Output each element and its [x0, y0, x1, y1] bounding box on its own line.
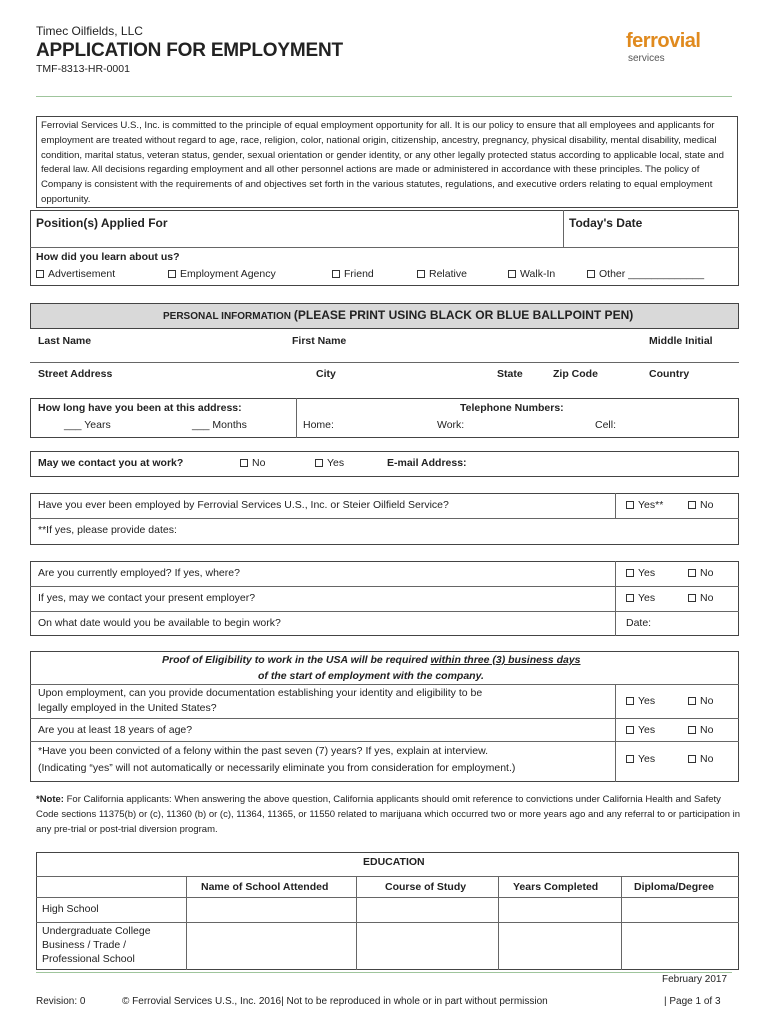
- divider: [30, 362, 739, 363]
- checkbox-icon: [332, 270, 340, 278]
- divider: [356, 876, 357, 970]
- divider: [30, 586, 739, 587]
- felony-question-line2: (Indicating “yes” will not automatically or necessarily eliminate you from consideration for employment.): [38, 762, 516, 774]
- divider: [621, 876, 622, 970]
- ferrovial-logo: ferrovial: [626, 30, 701, 52]
- identity-question-line1: Upon employment, can you provide documentation establishing your identity and eligibility to be: [38, 687, 483, 699]
- age-no-checkbox[interactable]: [688, 724, 713, 736]
- how-long-label: How long have you been at this address:: [38, 402, 242, 414]
- checkbox-icon: [240, 459, 248, 467]
- contact-work-label: May we contact you at work?: [38, 457, 184, 469]
- source-relative-checkbox[interactable]: [417, 268, 467, 280]
- positions-applied-label: Position(s) Applied For: [36, 216, 168, 230]
- city-label: City: [316, 368, 336, 380]
- source-friend-checkbox[interactable]: [332, 268, 374, 280]
- state-label: State: [497, 368, 523, 380]
- source-label: Walk-In: [520, 268, 556, 280]
- currently-employed-question: Are you currently employed? If yes, where?: [38, 567, 240, 579]
- option-label: Yes: [638, 592, 656, 604]
- checkbox-icon: [626, 501, 634, 509]
- checkbox-icon: [508, 270, 516, 278]
- felony-yes-checkbox[interactable]: [626, 753, 655, 765]
- prior-no-checkbox[interactable]: [688, 499, 713, 511]
- column-header: Name of School Attended: [201, 881, 329, 893]
- divider: [186, 876, 187, 970]
- current-no-checkbox[interactable]: [688, 567, 713, 579]
- divider: [36, 897, 739, 898]
- source-label: Relative: [429, 268, 467, 280]
- checkbox-icon: [688, 501, 696, 509]
- option-label: Yes**: [638, 499, 664, 511]
- eeo-policy-statement: Ferrovial Services U.S., Inc. is committed to the principle of equal employment opportunity for all. It is our policy to ensure that all employees and applicants for employment are treated without regard to age, race, religion, color, national origin, citizenship, ancestry, pregnancy, physical disability, mental disability, medical condition, marital status, veteran status, gender, sexual orientation or gender identity, or any other legally protected status according to applicable local, state and federal law. All decisions regarding employment and all other personnel actions are made or administered in accordance with these principles. The policy of Company is consistent with the requirements of and objectives set forth in the various statutes, regulations, and executive orders relating to equal employment opportunity.: [36, 116, 738, 208]
- contact-work-no-checkbox[interactable]: [240, 457, 265, 469]
- checkbox-icon: [688, 755, 696, 763]
- copyright-notice: © Ferrovial Services U.S., Inc. 2016| Not to be reproduced in whole or in part without permission: [122, 996, 548, 1007]
- divider: [615, 561, 616, 636]
- source-label: Advertisement: [48, 268, 116, 280]
- divider: [30, 684, 739, 685]
- country-label: Country: [649, 368, 690, 380]
- divider: [30, 718, 739, 719]
- identity-yes-checkbox[interactable]: [626, 695, 655, 707]
- option-label: Yes: [327, 457, 345, 469]
- checkbox-icon: [626, 697, 634, 705]
- source-advertisement-checkbox[interactable]: [36, 268, 115, 280]
- option-label: Yes: [638, 724, 656, 736]
- checkbox-icon: [587, 270, 595, 278]
- divider: [30, 611, 739, 612]
- felony-no-checkbox[interactable]: [688, 753, 713, 765]
- option-label: No: [700, 695, 714, 707]
- checkbox-icon: [626, 569, 634, 577]
- felony-question-line1: *Have you been convicted of a felony within the past seven (7) years? If yes, explain at interview.: [38, 745, 488, 757]
- checkbox-icon: [688, 697, 696, 705]
- middle-initial-label: Middle Initial: [649, 335, 713, 347]
- heading-small: PERSONAL INFORMATION: [163, 311, 291, 322]
- row-label: Undergraduate College: [42, 925, 151, 937]
- column-header: Years Completed: [513, 881, 599, 893]
- email-label: E-mail Address:: [387, 457, 467, 469]
- divider: [563, 210, 564, 248]
- divider: [30, 247, 739, 248]
- source-agency-checkbox[interactable]: [168, 268, 276, 280]
- checkbox-icon: [315, 459, 323, 467]
- checkbox-icon: [36, 270, 44, 278]
- footer-date: February 2017: [662, 974, 728, 985]
- telephone-label: Telephone Numbers:: [460, 402, 564, 414]
- option-label: No: [700, 724, 714, 736]
- divider: [615, 684, 616, 782]
- todays-date-label: Today's Date: [569, 216, 643, 230]
- divider: [36, 922, 739, 923]
- column-header: Course of Study: [385, 881, 467, 893]
- learn-about-label: How did you learn about us?: [36, 251, 180, 263]
- note-label: *Note:: [36, 794, 64, 805]
- eligibility-heading-line1: [162, 654, 581, 666]
- identity-no-checkbox[interactable]: [688, 695, 713, 707]
- revision-number: Revision: 0: [36, 996, 86, 1007]
- document-number: TMF-8313-HR-0001: [36, 63, 130, 75]
- divider: [30, 518, 739, 519]
- divider: [615, 493, 616, 518]
- contact-work-yes-checkbox[interactable]: [315, 457, 344, 469]
- years-field[interactable]: ___ Years: [64, 419, 111, 431]
- contact-employer-question: If yes, may we contact your present employer?: [38, 592, 256, 604]
- row-label: Professional School: [42, 953, 135, 965]
- age-yes-checkbox[interactable]: [626, 724, 655, 736]
- divider: [36, 876, 739, 877]
- source-walkin-checkbox[interactable]: [508, 268, 555, 280]
- footer-divider: [36, 972, 732, 973]
- source-label: Friend: [344, 268, 374, 280]
- checkbox-icon: [688, 569, 696, 577]
- page-title: APPLICATION FOR EMPLOYMENT: [36, 40, 343, 61]
- checkbox-icon: [626, 726, 634, 734]
- heading-text: Proof of Eligibility to work in the USA will be required: [162, 654, 431, 666]
- prior-dates-note: **If yes, please provide dates:: [38, 524, 177, 536]
- option-label: Yes: [638, 753, 656, 765]
- heading-large: (PLEASE PRINT USING BLACK OR BLUE BALLPOINT PEN): [293, 308, 634, 322]
- option-label: No: [252, 457, 266, 469]
- option-label: Yes: [638, 695, 656, 707]
- last-name-label: Last Name: [38, 335, 92, 347]
- checkbox-icon: [626, 755, 634, 763]
- heading-underlined: within three (3) business days: [430, 654, 581, 666]
- divider: [498, 876, 499, 970]
- row-label: Business / Trade /: [42, 939, 127, 951]
- cell-phone-field[interactable]: Cell:: [595, 419, 617, 431]
- option-label: No: [700, 567, 714, 579]
- identity-question-line2: legally employed in the United States?: [38, 702, 217, 714]
- street-address-label: Street Address: [38, 368, 113, 380]
- logo-subtitle: services: [628, 53, 665, 64]
- source-other-checkbox[interactable]: [587, 268, 704, 280]
- header-divider: [36, 96, 732, 97]
- option-label: No: [700, 499, 714, 511]
- option-label: No: [700, 592, 714, 604]
- months-field[interactable]: ___ Months: [192, 419, 247, 431]
- begin-work-question: On what date would you be available to begin work?: [38, 617, 281, 629]
- checkbox-icon: [626, 594, 634, 602]
- zip-label: Zip Code: [553, 368, 598, 380]
- prior-yes-checkbox[interactable]: [626, 499, 663, 511]
- checkbox-icon: [688, 594, 696, 602]
- column-header: Diploma/Degree: [634, 881, 714, 893]
- option-label: Yes: [638, 567, 656, 579]
- page-number: | Page 1 of 3: [664, 996, 721, 1007]
- contact-employer-no-checkbox[interactable]: [688, 592, 713, 604]
- contact-employer-yes-checkbox[interactable]: [626, 592, 655, 604]
- note-text: For California applicants: When answering the above question, California applicants should omit reference to convictions under California Health and Safety Code sections 11375(b) or (c), 11360 (b) or (c), 11364, 11365, or 11550 related to marijuana which occurred two or more years ago and any referral to or participation in any pre-trial or post-trial diversion program.: [36, 794, 741, 835]
- option-label: No: [700, 753, 714, 765]
- source-label: Employment Agency: [180, 268, 276, 280]
- eligibility-heading-line2: of the start of employment with the company.: [258, 670, 484, 682]
- current-yes-checkbox[interactable]: [626, 567, 655, 579]
- company-name: Timec Oilfields, LLC: [36, 24, 143, 38]
- checkbox-icon: [168, 270, 176, 278]
- checkbox-icon: [417, 270, 425, 278]
- begin-date-field[interactable]: Date:: [626, 617, 652, 629]
- home-phone-field[interactable]: Home:: [303, 419, 334, 431]
- divider: [30, 741, 739, 742]
- prior-employment-question: Have you ever been employed by Ferrovial Services U.S., Inc. or Steier Oilfield Service?: [38, 499, 449, 511]
- work-phone-field[interactable]: Work:: [437, 419, 465, 431]
- age-question: Are you at least 18 years of age?: [38, 724, 193, 736]
- source-label: Other _____________: [599, 268, 705, 280]
- first-name-label: First Name: [292, 335, 347, 347]
- california-note: [36, 793, 742, 837]
- row-label: High School: [42, 903, 99, 915]
- education-table: [36, 852, 739, 970]
- divider: [296, 398, 297, 438]
- education-heading: EDUCATION: [363, 856, 425, 868]
- personal-info-title: [163, 308, 633, 322]
- checkbox-icon: [688, 726, 696, 734]
